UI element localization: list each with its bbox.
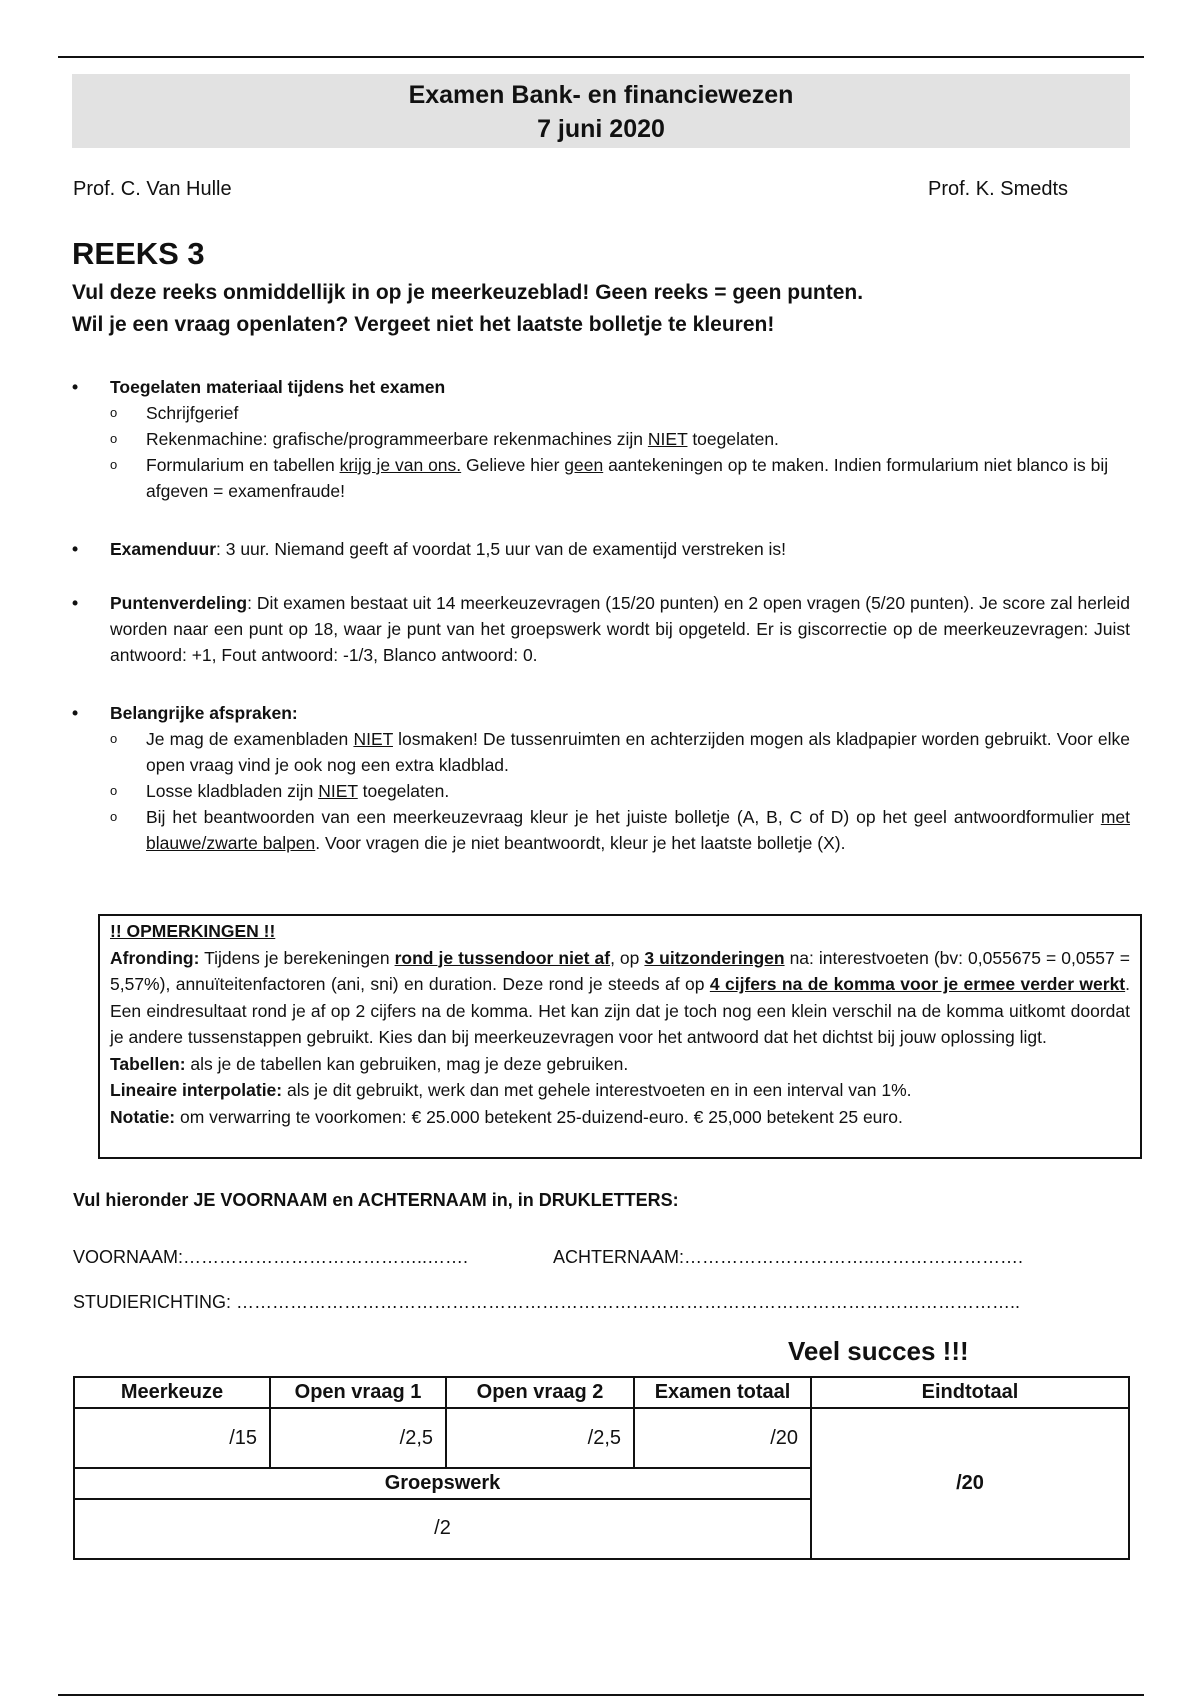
agreement-1-emphasis: NIET (353, 729, 393, 749)
series-instruction-2: Wil je een vraag openlaten? Vergeet niet het laatste bolletje te kleuren! (72, 313, 775, 336)
material-item-3-emphasis-2: geen (564, 455, 604, 475)
series-title: REEKS 3 (72, 236, 205, 271)
remarks-notation (110, 1104, 1130, 1131)
interpolation-text: als je dit gebruikt, werk dan met gehele interestvoeten en in een interval van 1%. (282, 1080, 912, 1100)
score-exam-total: /20 (634, 1408, 811, 1468)
list-item (72, 400, 1130, 426)
exam-date: 7 juni 2020 (537, 115, 665, 143)
sub-bullet: o (110, 431, 118, 446)
rounding-text-2: , op (610, 947, 645, 968)
agreement-1-text: Je mag de examenbladen (146, 729, 354, 749)
sub-bullet: o (110, 457, 118, 472)
remarks-heading: !! OPMERKINGEN !! (110, 921, 276, 941)
professor-left: Prof. C. Van Hulle (73, 178, 232, 200)
material-item-3-text: Formularium en tabellen (146, 455, 340, 475)
bullet-dot: • (72, 593, 79, 613)
agreement-3-text: Bij het beantwoorden van een meerkeuzevraag kleur je het juiste bolletje (A, B, C of D) op het geel antwoordformulier (146, 807, 1101, 827)
rounding-text-1: Tijdens je berekeningen (199, 947, 395, 968)
list-item (72, 452, 1130, 504)
bullet-dot: • (72, 539, 79, 559)
rounding-text-4: . Een eindresultaat rond je af op 2 cijfers na de komma. Het kan zijn dat je toch nog een klein verschil na de komma uitkomt doordat je andere tussenstappen gebruikt. Kies dan bij meerkeuzevragen voor het antwoord dat het dichtst bij jouw oplossing ligt. (110, 974, 1131, 1047)
list-item (72, 426, 1130, 452)
header-multiple-choice: Meerkeuze (74, 1377, 270, 1408)
remarks-interpolation (110, 1077, 1130, 1104)
header-exam-total: Examen totaal (634, 1377, 811, 1408)
list-item (72, 700, 1130, 726)
header-final-total: Eindtotaal (811, 1377, 1129, 1408)
list-item (72, 536, 1130, 562)
tables-text: als je de tabellen kan gebruiken, mag je deze gebruiken. (185, 1053, 629, 1074)
remarks-tables (110, 1051, 1130, 1078)
rounding-emphasis-3: 4 cijfers na de komma voor je ermee verder werkt (709, 974, 1126, 994)
notation-text: om verwarring te voorkomen: € 25.000 betekent 25-duizend-euro. € 25,000 betekent 25 euro. (175, 1106, 903, 1127)
section-agreements (72, 700, 1130, 856)
agreement-2-end: toegelaten. (357, 781, 450, 801)
material-item-1: Schrijfgerief (146, 403, 239, 423)
duration-text: : 3 uur. Niemand geeft af voordat 1,5 uur van de examentijd verstreken is! (216, 539, 787, 559)
closing-message: Veel succes !!! (788, 1336, 969, 1366)
agreement-2-emphasis: NIET (318, 781, 358, 801)
agreement-1-end: losmaken! De tussenruimten en achterzijden mogen als kladpapier worden gebruikt. Voor elke open vraag vind je ook nog een extra kladblad. (146, 729, 1130, 775)
list-item (72, 726, 1130, 778)
agreement-3-emphasis: met blauwe/zwarte balpen (146, 807, 1130, 853)
rounding-emphasis-1: rond je tussendoor niet af (394, 947, 611, 968)
bottom-rule (58, 1694, 1144, 1696)
interpolation-label: Lineaire interpolatie: (110, 1080, 283, 1100)
lastname-field[interactable]: ACHTERNAAM:…………………………..……………………. (553, 1247, 1024, 1267)
section-material (72, 374, 1130, 504)
material-item-2-text: Rekenmachine: grafische/programmeerbare rekenmachines zijn (146, 429, 648, 449)
list-item (72, 590, 1130, 668)
bullet-dot: • (72, 377, 79, 397)
study-field[interactable]: STUDIERICHTING: ………………………………………………………………………………………………………………….. (73, 1292, 1021, 1312)
section-duration (72, 536, 1130, 562)
points-text: : Dit examen bestaat uit 14 meerkeuzevragen (15/20 punten) en 2 open vragen (5/20 punten). Je score zal herleid worden naar een punt op 18, waar je punt van het groepswerk wordt bij opgeteld. Er is giscorrectie op de meerkeuzevragen: Juist antwoord: +1, Fout antwoord: -1/3, Blanco antwoord: 0. (110, 593, 1130, 665)
list-item (72, 374, 1130, 400)
exam-title: Examen Bank- en financiewezen (408, 81, 794, 109)
material-item-3-emphasis-1: krijg je van ons. (339, 455, 462, 475)
header-open-question-1: Open vraag 1 (270, 1377, 446, 1408)
list-item (72, 804, 1130, 856)
exam-header (72, 74, 1130, 148)
tables-label: Tabellen: (110, 1053, 186, 1074)
professor-right: Prof. K. Smedts (928, 178, 1069, 200)
header-open-question-2: Open vraag 2 (446, 1377, 634, 1408)
agreements-title: Belangrijke afspraken: (110, 703, 298, 723)
bullet-dot: • (72, 703, 79, 723)
score-open-question-2: /2,5 (446, 1408, 634, 1468)
material-item-3-end: aantekeningen op te maken. Indien formularium niet blanco is bij afgeven = examenfraude! (146, 455, 1109, 501)
sub-bullet: o (110, 731, 118, 746)
remarks-box (98, 914, 1142, 1159)
top-rule (58, 56, 1144, 58)
section-points (72, 590, 1130, 668)
material-item-2-end: toegelaten. (687, 429, 779, 449)
agreement-3-end: . Voor vragen die je niet beantwoordt, kleur je het laatste bolletje (X). (315, 833, 846, 853)
agreement-2-text: Losse kladbladen zijn (146, 781, 319, 801)
series-instruction-1: Vul deze reeks onmiddellijk in op je meerkeuzeblad! Geen reeks = geen punten. (72, 281, 864, 304)
score-table (73, 1376, 1130, 1560)
score-group-work: /2 (74, 1499, 811, 1559)
list-item (72, 778, 1130, 804)
material-item-2-emphasis: NIET (647, 429, 688, 449)
material-item-3-mid: Gelieve hier (461, 455, 565, 475)
score-open-question-1: /2,5 (270, 1408, 446, 1468)
points-label: Puntenverdeling (110, 593, 248, 613)
firstname-field[interactable]: VOORNAAM:…………………………………..……. (73, 1247, 469, 1267)
duration-label: Examenduur (110, 539, 216, 559)
sub-bullet: o (110, 783, 118, 798)
rounding-label: Afronding: (110, 947, 200, 968)
score-final-total: /20 (811, 1408, 1129, 1559)
group-work-label: Groepswerk (74, 1468, 811, 1498)
material-title: Toegelaten materiaal tijdens het examen (110, 377, 446, 397)
form-instruction: Vul hieronder JE VOORNAAM en ACHTERNAAM in, in DRUKLETTERS: (73, 1190, 679, 1210)
sub-bullet: o (110, 809, 118, 824)
remarks-rounding (110, 945, 1130, 1051)
rounding-text-3: na: interestvoeten (bv: 0,055675 = 0,0557 = 5,57%), annuïteitenfactoren (ani, sni) en duration. Deze rond je steeds af op (110, 947, 1131, 994)
rounding-emphasis-2: 3 uitzonderingen (644, 947, 785, 968)
score-multiple-choice: /15 (74, 1408, 270, 1468)
sub-bullet: o (110, 405, 118, 420)
notation-label: Notatie: (110, 1106, 176, 1127)
